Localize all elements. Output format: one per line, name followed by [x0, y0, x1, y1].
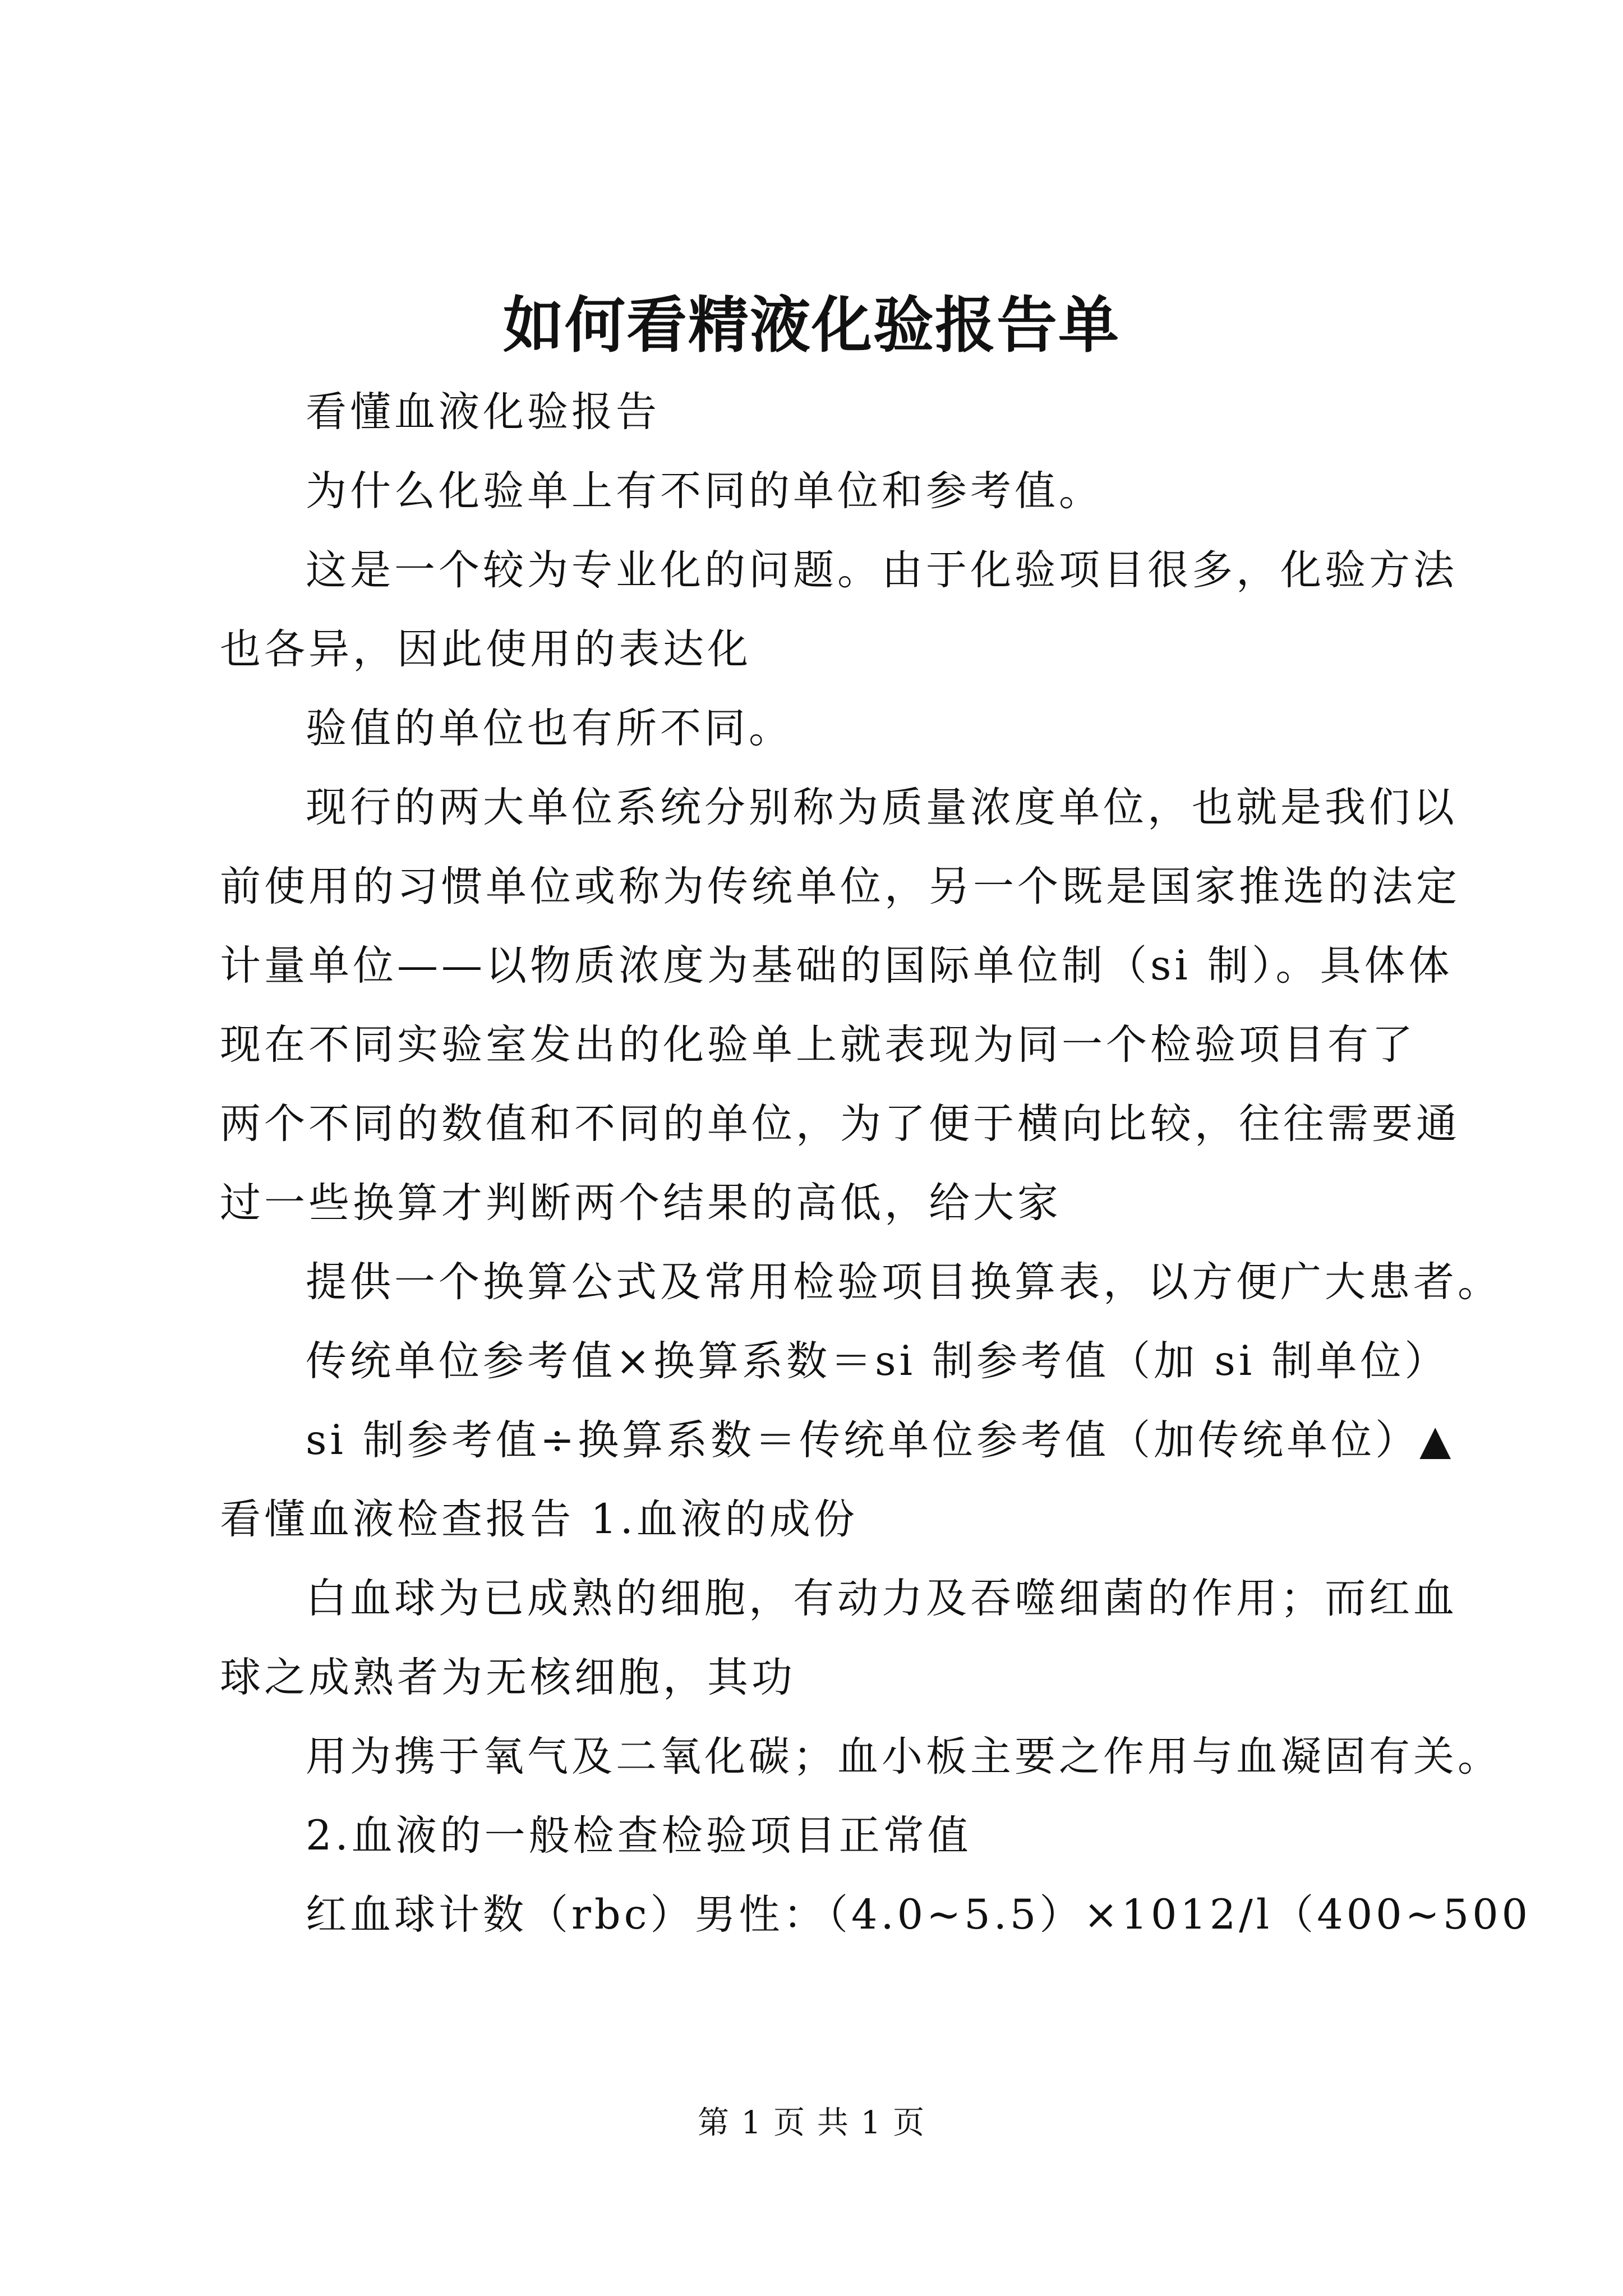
paragraph-line-6: 现行的两大单位系统分别称为质量浓度单位，也就是我们以	[306, 784, 1458, 831]
paragraph-line-14: si 制参考值÷换算系数＝传统单位参考值（加传统单位）▲	[306, 1416, 1455, 1464]
document-title: 如何看精液化验报告单	[502, 290, 1120, 361]
paragraph-line-2: 为什么化验单上有不同的单位和参考值。	[306, 467, 1103, 515]
paragraph-line-9: 现在不同实验室发出的化验单上就表现为同一个检验项目有了	[220, 1021, 1416, 1069]
paragraph-line-16: 白血球为已成熟的细胞，有动力及吞噬细菌的作用；而红血	[306, 1575, 1458, 1622]
page-footer: 第 1 页 共 1 页	[697, 2105, 926, 2141]
paragraph-line-18: 用为携于氧气及二氧化碳；血小板主要之作用与血凝固有关。	[306, 1733, 1502, 1780]
paragraph-line-7: 前使用的习惯单位或称为传统单位，另一个既是国家推选的法定	[220, 863, 1460, 910]
paragraph-line-13: 传统单位参考值×换算系数＝si 制参考值（加 si 制单位）	[306, 1337, 1449, 1385]
paragraph-line-1: 看懂血液化验报告	[306, 388, 660, 436]
paragraph-line-4: 也各异，因此使用的表达化	[220, 625, 751, 673]
paragraph-line-12: 提供一个换算公式及常用检验项目换算表，以方便广大患者。	[306, 1258, 1502, 1306]
paragraph-line-8: 计量单位——以物质浓度为基础的国际单位制（si 制）。具体体	[220, 942, 1453, 990]
paragraph-line-5: 验值的单位也有所不同。	[306, 705, 793, 752]
paragraph-line-19: 2.血液的一般检查检验项目正常值	[306, 1812, 972, 1860]
paragraph-line-3: 这是一个较为专业化的问题。由于化验项目很多，化验方法	[306, 546, 1458, 594]
paragraph-line-15: 看懂血液检查报告 1.血液的成份	[220, 1496, 858, 1543]
paragraph-line-11: 过一些换算才判断两个结果的高低，给大家	[220, 1179, 1062, 1227]
paragraph-line-17: 球之成熟者为无核细胞，其功	[220, 1654, 796, 1701]
paragraph-line-20: 红血球计数（rbc）男性：（4.0~5.5）×1012/l（400~500	[306, 1891, 1532, 1939]
paragraph-line-10: 两个不同的数值和不同的单位，为了便于横向比较，往往需要通	[220, 1100, 1460, 1148]
